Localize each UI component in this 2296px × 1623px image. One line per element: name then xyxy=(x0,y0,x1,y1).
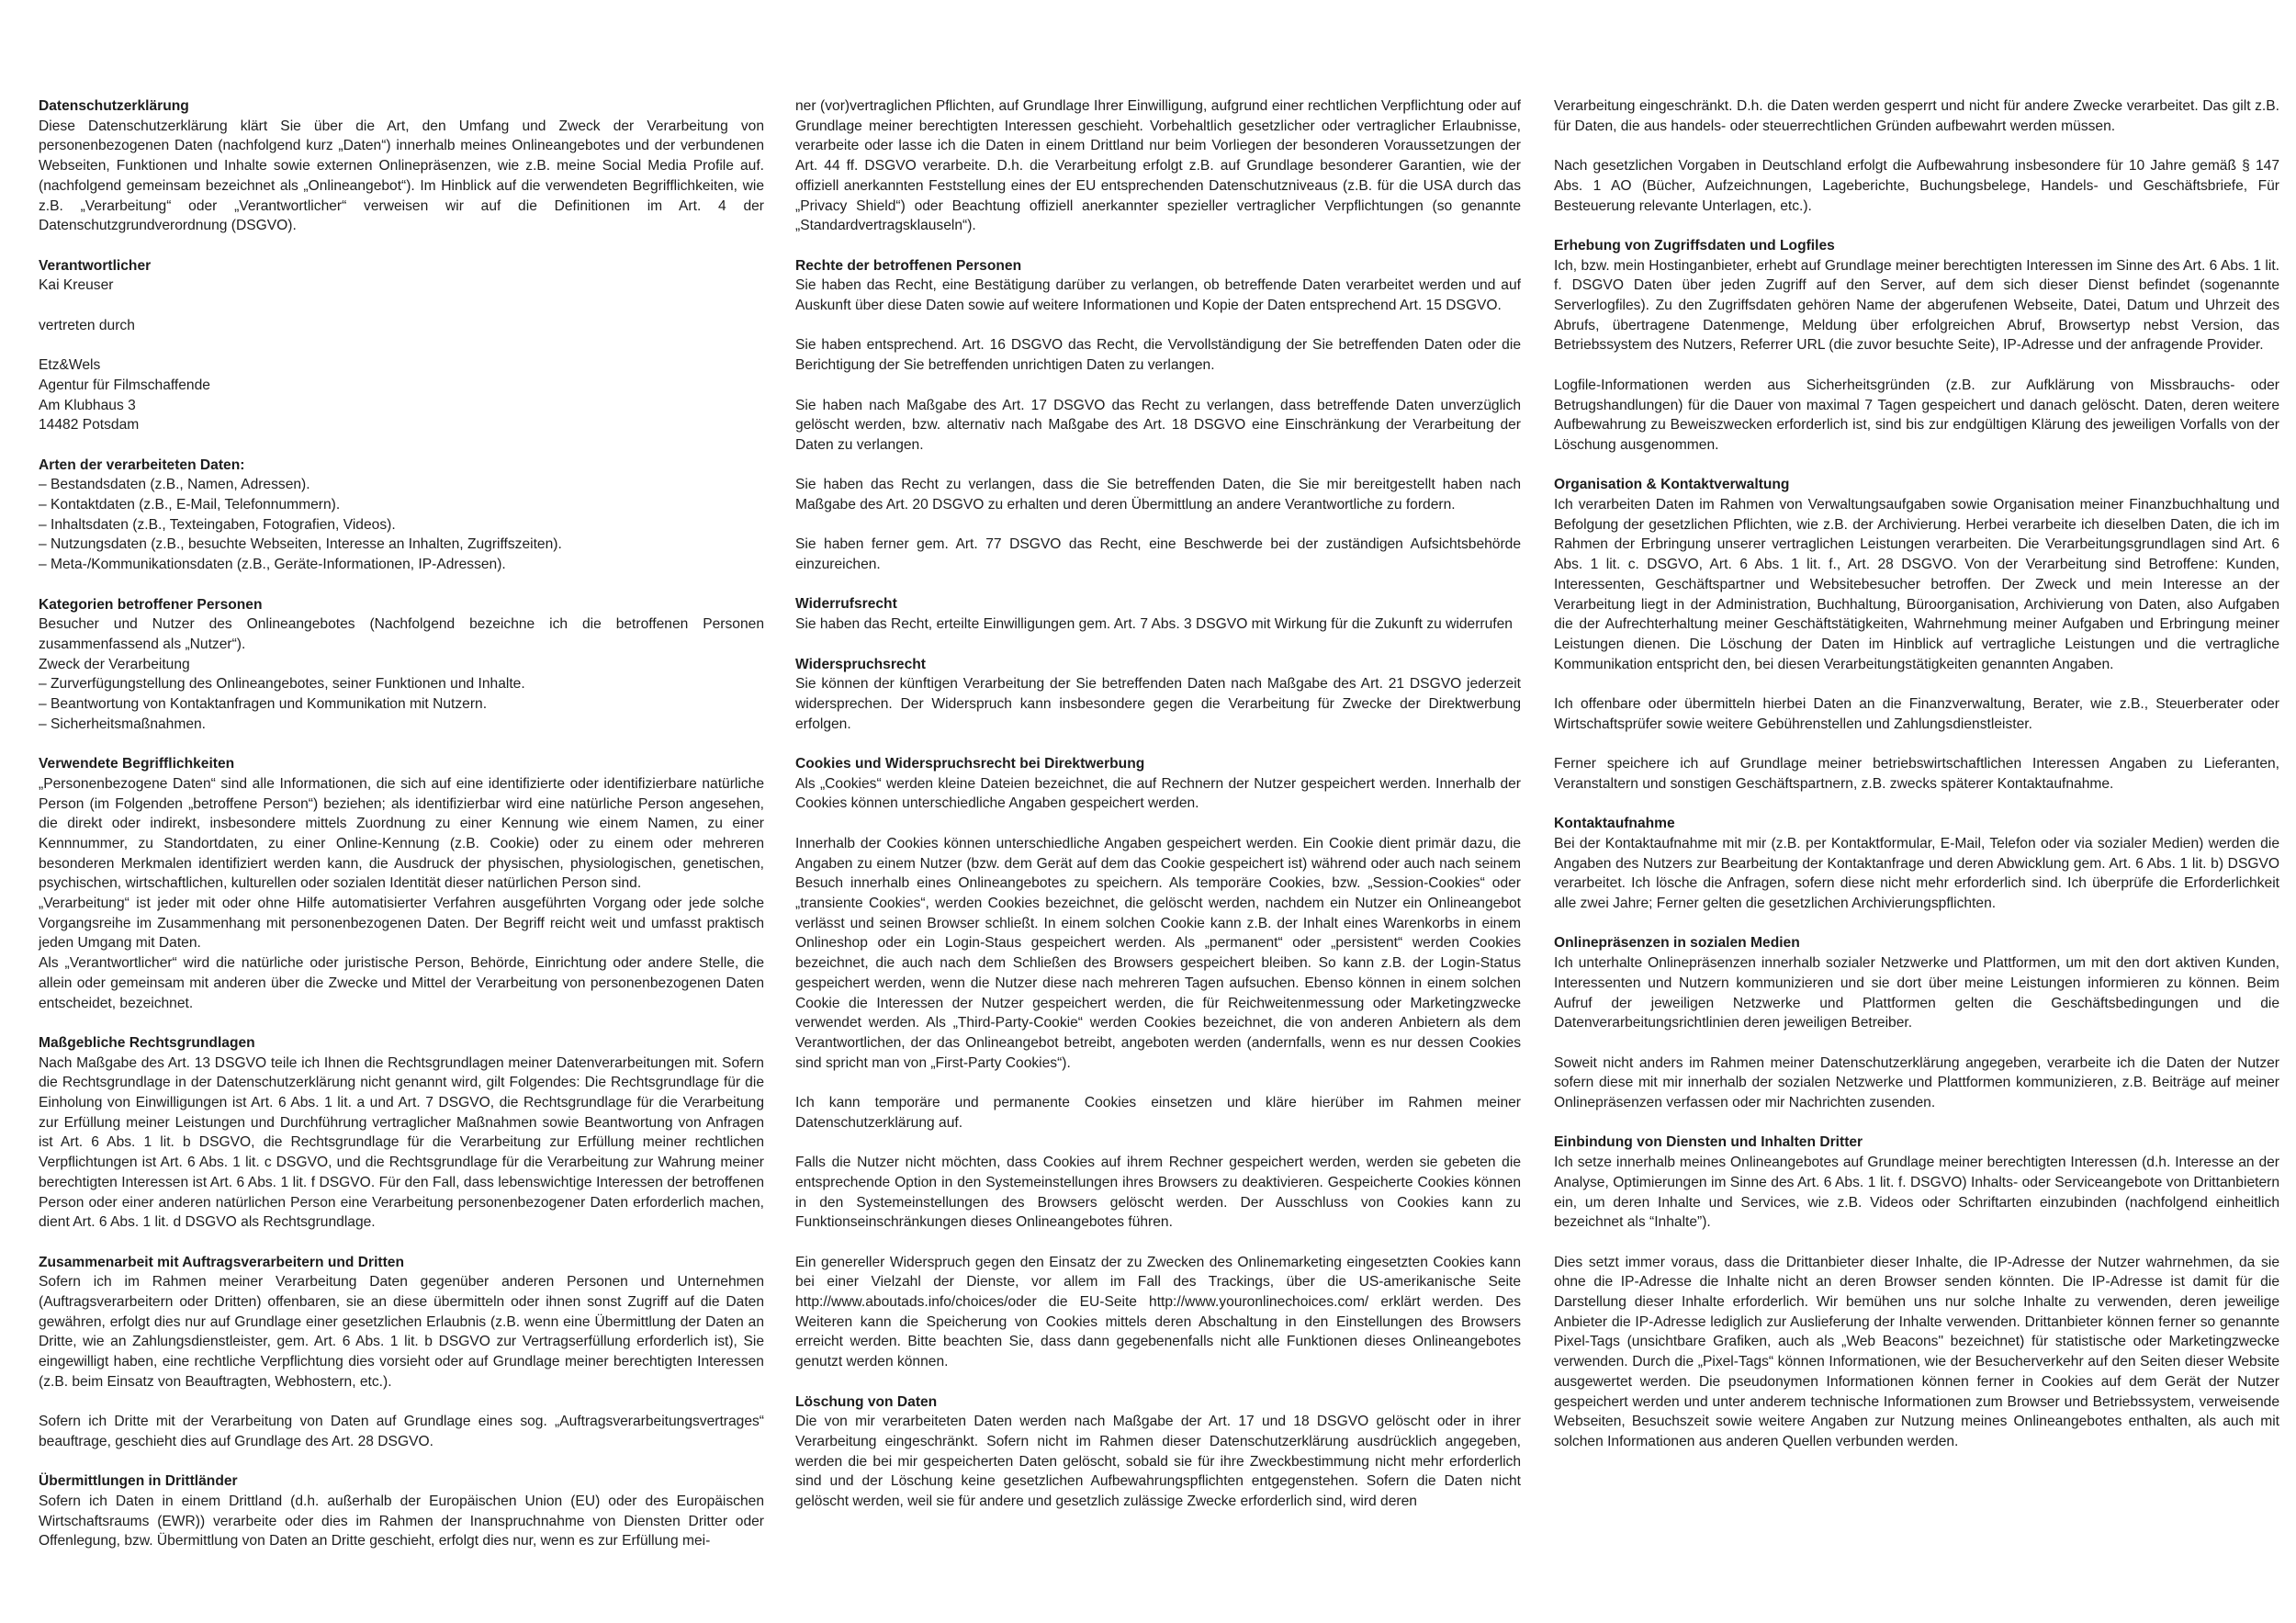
heading-contact: Kontaktaufnahme xyxy=(1554,816,1675,832)
embedding-paragraph: Dies setzt immer voraus, dass die Drittanbieter dieser Inhalte, die IP-Adresse der Nutzer wahrnehmen, da sie ohne die IP-Adresse die Inhalte nicht an deren Browser senden könnten. Die IP-Adresse ist damit für die Darstellung dieser Inhalte erforderlich. Wir bemühen uns nur solche Inhalte zu verwenden, deren jeweilige Anbieter die IP-Adresse lediglich zur Auslieferung der Inhalte verwenden. Drittanbieter können ferner so genannte Pixel-Tags (unsichtbare Grafiken, auch als „Web Beacons" bezeichnet) für statistische oder Marketingzwecke verwenden. Durch die „Pixel-Tags“ können Informationen, wie der Besucherverkehr auf den Seiten dieser Website ausgewertet werden. Die pseudonymen Informationen können ferner in Cookies auf dem Gerät der Nutzer gespeichert werden und unter anderem technische Informationen zum Browser und Betriebssystem, verweisende Webseiten, Besuchszeit sowie weitere Angaben zur Nutzung meines Onlineangebotes enthalten, als auch mit solchen Informationen aus anderen Quellen verbunden werden. xyxy=(1554,1254,2279,1449)
heading-processors: Zusammenarbeit mit Auftragsverarbeitern und Dritten xyxy=(39,1254,405,1270)
list-item: – Zurverfügungstellung des Onlineangebotes, seiner Funktionen und Inhalte. xyxy=(39,676,525,693)
organisation-paragraph: Ferner speichere ich auf Grundlage meiner betriebswirtschaftlichen Interessen Angaben zu Lieferanten, Veranstaltern und sonstigen Geschäftspartnern, z.B. zwecks späterer Kontaktaufnahme. xyxy=(1554,756,2279,792)
heading-social-media: Onlinepräsenzen in sozialen Medien xyxy=(1554,935,1800,952)
heading-legal-basis: Maßgebliche Rechtsgrundlagen xyxy=(39,1034,255,1051)
section-organisation xyxy=(1554,475,2279,794)
purpose-list xyxy=(39,674,764,734)
section-categories xyxy=(39,595,764,735)
terms-paragraph: „Personenbezogene Daten“ sind alle Informationen, die sich auf eine identifizierte oder identifizierbare natürliche Person (im Folgenden „betroffene Person“) beziehen; als identifizierbar wird eine natürliche Person angesehen, die direkt oder indirekt, insbesondere mittels Zuordnung zu einer Kennung wie einem Namen, zu einer Kennnummer, zu Standortdaten, zu einer Online-Kennung (z.B. Cookie) oder zu einem oder mehreren besonderen Merkmalen identifiziert werden kann, die Ausdruck der physischen, physiologischen, genetischen, psychischen, wirtschaftlichen, kulturellen oder sozialen Identität dieser natürlichen Person sind. xyxy=(39,775,764,892)
section-deletion-continued xyxy=(1554,96,2279,216)
social-paragraph: Soweit nicht anders im Rahmen meiner Datenschutzerklärung angegeben, verarbeite ich die Daten der Nutzer sofern diese mit mir innerhalb der sozialen Netzwerke und Plattformen kommunizieren, z.B. Beiträge auf meiner Onlinepräsenzen verfassen oder mir Nachrichten zusenden. xyxy=(1554,1054,2279,1111)
retention-text: Nach gesetzlichen Vorgaben in Deutschland erfolgt die Aufbewahrung insbesondere für 10 Jahre gemäß § 147 Abs. 1 AO (Bücher, Aufzeichnungen, Lageberichte, Buchungsbelege, Handels- und Geschäftsbriefe, Für Besteuerung relevante Unterlagen, etc.). xyxy=(1554,158,2279,214)
processors-paragraph: Sofern ich im Rahmen meiner Verarbeitung Daten gegenüber anderen Personen und Unternehmen (Auftragsverarbeitern oder Dritten) offenbaren, sie an diese übermitteln oder ihnen sonst Zugriff auf die Daten gewähren, erfolgt dies nur auf Grundlage einer gesetzlichen Erlaubnis (z.B. wenn eine Übermittlung der Daten an Dritte, wie an Zahlungsdienstleister, gem. Art. 6 Abs. 1 lit. b DSGVO zur Vertragserfüllung erforderlich ist), Sie eingewilligt haben, eine rechtliche Verpflichtung dies vorsieht oder auf Grundlage meiner berechtigten Interessen (z.B. beim Einsatz von Beauftragten, Webhostern, etc.). xyxy=(39,1274,764,1390)
section-controller xyxy=(39,256,764,435)
contact-text: Bei der Kontaktaufnahme mit mir (z.B. per Kontaktformular, E-Mail, Telefon oder via sozialer Medien) werden die Angaben des Nutzers zur Bearbeitung der Kontaktanfrage und deren Abwicklung gem. Art. 6 Abs. 1 lit. b) DSGVO verarbeitet. Ich lösche die Anfragen, sofern diese nicht mehr erforderlich sind. Ich überprüfe die Erforderlichkeit alle zwei Jahre; Ferner gelten die gesetzlichen Archivierungspflichten. xyxy=(1554,835,2279,912)
rights-paragraph: Sie haben ferner gem. Art. 77 DSGVO das Recht, eine Beschwerde bei der zuständigen Aufsichtsbehörde einzureichen. xyxy=(795,536,1521,573)
heading-terms: Verwendete Begrifflichkeiten xyxy=(39,756,235,772)
logfiles-paragraph: Logfile-Informationen werden aus Sicherheitsgründen (z.B. zur Aufklärung von Missbrauchs- oder Betrugshandlungen) für die Dauer von maximal 7 Tagen gespeichert und danach gelöscht. Daten, deren weitere Aufbewahrung zu Beweiszwecken erforderlich ist, sind bis zur endgültigen Klärung des jeweiligen Vorfalls von der Löschung ausgenommen. xyxy=(1554,377,2279,453)
section-contact xyxy=(1554,814,2279,914)
rights-paragraph: Sie haben nach Maßgabe des Art. 17 DSGVO das Recht zu verlangen, dass betreffende Daten unverzüglich gelöscht werden, bzw. alternativ nach Maßgabe des Art. 18 DSGVO eine Einschränkung der Verarbeitung der Daten zu verlangen. xyxy=(795,397,1521,453)
section-third-countries-continued xyxy=(795,96,1521,236)
cookies-paragraph: Als „Cookies“ werden kleine Dateien bezeichnet, die auf Rechnern der Nutzer gespeichert werden. Innerhalb der Cookies können unterschiedliche Angaben gespeichert werden. xyxy=(795,775,1521,812)
heading-data-types: Arten der verarbeiteten Daten: xyxy=(39,456,245,473)
section-intro xyxy=(39,96,764,236)
cookies-paragraph: Ich kann temporäre und permanente Cookies einsetzen und kläre hierüber im Rahmen meiner Datenschutzerklärung auf. xyxy=(795,1095,1521,1131)
represented-by: vertreten durch xyxy=(39,317,135,333)
third-countries-text-continued: ner (vor)vertraglichen Pflichten, auf Grundlage Ihrer Einwilligung, aufgrund einer rechtlichen Verpflichtung oder auf Grundlage meiner berechtigten Interessen geschieht. Vorbehaltlich gesetzlicher oder vertraglicher Erlaubnisse, verarbeite oder lasse ich die Daten in einem Drittland nur beim Vorliegen der besonderen Voraussetzungen der Art. 44 ff. DSGVO verarbeite. D.h. die Verarbeitung erfolgt z.B. auf Grundlage besonderer Garantien, wie der offiziell anerkannten Feststellung eines der EU entsprechenden Datenschutzniveaus (z.B. für die USA durch das „Privacy Shield“) oder Beachtung offiziell anerkannter spezieller vertraglicher Verpflichtungen (so genannte „Standardvertragsklauseln“). xyxy=(795,98,1521,234)
heading-embedding: Einbindung von Diensten und Inhalten Dritter xyxy=(1554,1134,1863,1151)
column-2 xyxy=(795,96,1521,1531)
section-logfiles xyxy=(1554,236,2279,456)
cookies-paragraph: Innerhalb der Cookies können unterschiedliche Angaben gespeichert werden. Ein Cookie dient primär dazu, die Angaben zu einem Nutzer (bzw. dem Gerät auf dem das Cookie gespeichert ist) während oder auch nach seinem Besuch innerhalb eines Onlineangebotes zu speichern. Als temporäre Cookies, bzw. „Session-Cookies“ oder „transiente Cookies“, werden Cookies bezeichnet, die gelöscht werden, nachdem ein Nutzer ein Onlineangebot verlässt und seinen Browser schließt. In einem solchen Cookie kann z.B. der Inhalt eines Warenkorbs in einem Onlineshop oder ein Login-Staus gespeichert werden. Als „permanent“ oder „persistent“ werden Cookies bezeichnet, die auch nach dem Schließen des Browsers gespeichert bleiben. So kann z.B. der Login-Status gespeichert werden, wenn die Nutzer diese nach mehreren Tagen aufsuchen. Ebenso können in einem solchen Cookie die Interessen der Nutzer gespeichert werden, die für Reichweitenmessung oder Marketingzwecke verwendet werden. Als „Third-Party-Cookie“ werden Cookies bezeichnet, die von anderen Anbietern als dem Verantwortlichen, der das Onlineangebot betreibt, angeboten werden (andernfalls, wenn es nur dessen Cookies sind spricht man von „First-Party Cookies“). xyxy=(795,835,1521,1071)
column-3 xyxy=(1554,96,2279,1471)
section-legal-basis xyxy=(39,1033,764,1233)
rights-paragraph: Sie haben das Recht zu verlangen, dass die Sie betreffenden Daten, die Sie mir bereitgestellt haben nach Maßgabe des Art. 20 DSGVO zu erhalten und deren Übermittlung an andere Verantwortliche zu fordern. xyxy=(795,477,1521,513)
heading-objection: Widerspruchsrecht xyxy=(795,656,926,672)
rights-paragraph: Sie haben das Recht, eine Bestätigung darüber zu verlangen, ob betreffende Daten verarbeitet werden und auf Auskunft über diese Daten sowie auf weitere Informationen und Kopie der Daten entsprechend Art. 15 DSGVO. xyxy=(795,277,1521,314)
list-item: – Kontaktdaten (z.B., E-Mail, Telefonnummern). xyxy=(39,497,341,513)
heading-rights: Rechte der betroffenen Personen xyxy=(795,257,1022,274)
controller-name: Kai Kreuser xyxy=(39,277,114,294)
company-city: 14482 Potsdam xyxy=(39,417,140,434)
logfiles-paragraph: Ich, bzw. mein Hostinganbieter, erhebt auf Grundlage meiner berechtigten Interessen im Sinne des Art. 6 Abs. 1 lit. f. DSGVO Daten über jeden Zugriff auf den Server, auf dem sich dieser Dienst befindet (sogenannte Serverlogfiles). Zu den Zugriffsdaten gehören Name der abgerufenen Webseite, Datei, Datum und Uhrzeit des Abrufs, übertragene Datenmenge, Meldung über erfolgreichen Abruf, Browsertyp nebst Version, das Betriebssystem des Nutzers, Referrer URL (die zuvor besuchte Seite), IP-Adresse und der anfragende Provider. xyxy=(1554,257,2279,354)
organisation-paragraph: Ich verarbeiten Daten im Rahmen von Verwaltungsaufgaben sowie Organisation meiner Finanzbuchhaltung und Befolgung der gesetzlichen Pflichten, wie z.B. der Archivierung. Herbei verarbeite ich dieselben Daten, die ich im Rahmen der Erbringung unserer vertraglichen Leistungen verarbeiten. Die Verarbeitungsgrundlagen sind Art. 6 Abs. 1 lit. c. DSGVO, Art. 6 Abs. 1 lit. f., Art. 28 DSGVO. Von der Verarbeitung sind Betroffene: Kunden, Interessenten, Geschäftspartner und Websitebesucher betroffen. Der Zweck und mein Interesse an der Verarbeitung liegt in der Administration, Buchhaltung, Büroorganisation, Archivierung von Daten, also Aufgaben die der Aufrechterhaltung meiner Geschäftstätigkeiten, Wahrnehmung meiner Aufgaben und Erbringung meiner Leistungen dienen. Die Löschung der Daten im Hinblick auf vertragliche Leistungen und die vertragliche Kommunikation entspricht den, bei diesen Verarbeitungstätigkeiten genannten Angaben. xyxy=(1554,497,2279,672)
deletion-text-continued: Verarbeitung eingeschränkt. D.h. die Daten werden gesperrt und nicht für andere Zwecke verarbeitet. Das gilt z.B. für Daten, die aus handels- oder steuerrechtlichen Gründen aufbewahrt werden müssen. xyxy=(1554,98,2279,134)
intro-text: Diese Datenschutzerklärung klärt Sie über die Art, den Umfang und Zweck der Verarbeitung von personenbezogenen Daten (nachfolgend kurz „Daten“) innerhalb meines Onlineangebotes und der verbundenen Webseiten, Funktionen und Inhalte sowie externen Onlinepräsenzen, wie z.B. meine Social Media Profile auf. (nachfolgend gemeinsam bezeichnet als „Onlineangebot“). Im Hinblick auf die verwendeten Begrifflichkeiten, wie z.B. „Verarbeitung“ oder „Verantwortlicher“ verweisen wir auf die Definitionen im Art. 4 der Datenschutzgrundverordnung (DSGVO). xyxy=(39,118,764,234)
heading-logfiles: Erhebung von Zugriffsdaten und Logfiles xyxy=(1554,237,1835,254)
section-data-types xyxy=(39,456,764,575)
list-item: – Nutzungsdaten (z.B., besuchte Webseiten, Interesse an Inhalten, Zugriffszeiten). xyxy=(39,536,562,553)
list-item: – Meta-/Kommunikationsdaten (z.B., Geräte-Informationen, IP-Adressen). xyxy=(39,557,506,573)
heading-cookies: Cookies und Widerspruchsrecht bei Direktwerbung xyxy=(795,756,1145,772)
terms-paragraph: Als „Verantwortlicher“ wird die natürliche oder juristische Person, Behörde, Einrichtung oder andere Stelle, die allein oder gemeinsam mit anderen über die Zwecke und Mittel der Verarbeitung von personenbezogenen Daten entscheidet, bezeichnet. xyxy=(39,955,764,1011)
organisation-paragraph: Ich offenbare oder übermitteln hierbei Daten an die Finanzverwaltung, Berater, wie z.B., Steuerberater oder Wirtschaftsprüfer sowie weitere Gebührenstellen und Zahlungsdienstleister. xyxy=(1554,696,2279,732)
processors-paragraph: Sofern ich Dritte mit der Verarbeitung von Daten auf Grundlage eines sog. „Auftragsverarbeitungsvertrages“ beauftrage, geschieht dies auf Grundlage des Art. 28 DSGVO. xyxy=(39,1414,764,1449)
section-processors xyxy=(39,1253,764,1452)
section-objection xyxy=(795,655,1521,735)
withdrawal-text: Sie haben das Recht, erteilte Einwilligungen gem. Art. 7 Abs. 3 DSGVO mit Wirkung für die Zukunft zu widerrufen xyxy=(795,616,1513,633)
heading-categories: Kategorien betroffener Personen xyxy=(39,596,263,613)
company-description: Agentur für Filmschaffende xyxy=(39,377,210,393)
section-rights xyxy=(795,256,1521,575)
heading-controller: Verantwortlicher xyxy=(39,257,152,274)
cookies-paragraph: Ein genereller Widerspruch gegen den Einsatz der zu Zwecken des Onlinemarketing eingesetzten Cookies kann bei einer Vielzahl der Dienste, vor allem im Fall des Trackings, über die US-amerikanische Seite http://www.aboutads.info/choices/oder die EU-Seite http://www.youronlinechoices.com/ erklärt werden. Des Weiteren kann die Speicherung von Cookies mittels deren Abschaltung in den Einstellungen des Browsers erreicht werden. Bitte beachten Sie, dass dann gegebenenfalls nicht alle Funktionen dieses Onlineangebotes genutzt werden können. xyxy=(795,1254,1521,1370)
social-paragraph: Ich unterhalte Onlinepräsenzen innerhalb sozialer Netzwerke und Plattformen, um mit den dort aktiven Kunden, Interessenten und Nutzern kommunizieren und sie dort über meine Leistungen informieren zu können. Beim Aufruf der jeweiligen Netzwerke und Plattformen gelten die Geschäftsbedingungen und die Datenverarbeitungsrichtlinien deren jeweiligen Betreiber. xyxy=(1554,955,2279,1031)
section-withdrawal xyxy=(795,594,1521,634)
embedding-paragraph: Ich setze innerhalb meines Onlineangebotes auf Grundlage meiner berechtigten Interessen (d.h. Interesse an der Analyse, Optimierungen im Sinne des Art. 6 Abs. 1 lit. f. DSGVO) Inhalts- oder Serviceangebote von Drittanbietern ein, um deren Inhalte und Services, wie z.B. Videos oder Schriftarten einzubinden (nachfolgend einheitlich bezeichnet als “Inhalte”). xyxy=(1554,1155,2279,1231)
list-item: – Beantwortung von Kontaktanfragen und Kommunikation mit Nutzern. xyxy=(39,696,488,713)
column-1 xyxy=(39,96,764,1572)
deletion-text: Die von mir verarbeiteten Daten werden nach Maßgabe der Art. 17 und 18 DSGVO gelöscht oder in ihrer Verarbeitung eingeschränkt. Sofern nicht im Rahmen dieser Datenschutzerklärung ausdrücklich angegeben, werden die bei mir gespeicherten Daten gelöscht, sobald sie für ihre Zweckbestimmung nicht mehr erforderlich sind und der Löschung keine gesetzlichen Aufbewahrungspflichten entgegenstehen. Sofern die Daten nicht gelöscht werden, weil sie für andere und gesetzlich zulässige Zwecke erforderlich sind, wird deren xyxy=(795,1414,1521,1510)
heading-privacy-policy: Datenschutzerklärung xyxy=(39,98,189,114)
purpose-label: Zweck der Verarbeitung xyxy=(39,656,190,672)
list-item: – Sicherheitsmaßnahmen. xyxy=(39,716,207,732)
company-street: Am Klubhaus 3 xyxy=(39,397,136,413)
heading-deletion: Löschung von Daten xyxy=(795,1393,938,1410)
legal-text: Nach Maßgabe des Art. 13 DSGVO teile ich Ihnen die Rechtsgrundlagen meiner Datenverarbeitungen mit. Sofern die Rechtsgrundlage in der Datenschutzerklärung nicht genannt wird, gilt Folgendes: Die Rechtsgrundlage für die Einholung von Einwilligungen ist Art. 6 Abs. 1 lit. a und Art. 7 DSGVO, die Rechtsgrundlage für die Verarbeitung zur Erfüllung meiner Leistungen und Durchführung vertraglicher Maßnahmen sowie Beantwortung von Anfragen ist Art. 6 Abs. 1 lit. b DSGVO, die Rechtsgrundlage für die Verarbeitung zur Erfüllung meiner rechtlichen Verpflichtungen ist Art. 6 Abs. 1 lit. c DSGVO, und die Rechtsgrundlage für die Verarbeitung zur Wahrung meiner berechtigten Interessen ist Art. 6 Abs. 1 lit. f DSGVO. Für den Fall, dass lebenswichtige Interessen der betroffenen Person oder einer anderen natürlichen Person eine Verarbeitung personenbezogener Daten erforderlich machen, dient Art. 6 Abs. 1 lit. d DSGVO als Rechtsgrundlage. xyxy=(39,1054,764,1231)
rights-paragraph: Sie haben entsprechend. Art. 16 DSGVO das Recht, die Vervollständigung der Sie betreffenden Daten oder die Berichtigung der Sie betreffenden unrichtigen Daten zu verlangen. xyxy=(795,337,1521,374)
terms-paragraph: „Verarbeitung“ ist jeder mit oder ohne Hilfe automatisierter Verfahren ausgeführten Vorgang oder jede solche Vorgangsreihe im Zusammenhang mit personenbezogenen Daten. Der Begriff reicht weit und umfasst praktisch jeden Umgang mit Daten. xyxy=(39,896,764,952)
list-item: – Inhaltsdaten (z.B., Texteingaben, Fotografien, Videos). xyxy=(39,516,396,533)
heading-third-countries: Übermittlungen in Drittländer xyxy=(39,1473,238,1490)
data-types-list xyxy=(39,475,764,575)
section-embedding xyxy=(1554,1133,2279,1451)
third-countries-text: Sofern ich Daten in einem Drittland (d.h. außerhalb der Europäischen Union (EU) oder des Europäischen Wirtschaftsraums (EWR)) verarbeite oder dies im Rahmen der Inanspruchnahme von Diensten Dritter oder Offenlegung, bzw. Übermittlung von Daten an Dritte geschieht, erfolgt dies nur, wenn es zur Erfüllung mei- xyxy=(39,1493,764,1550)
section-deletion xyxy=(795,1392,1521,1512)
heading-organisation: Organisation & Kontaktverwaltung xyxy=(1554,477,1790,493)
section-cookies xyxy=(795,754,1521,1372)
section-social-media xyxy=(1554,933,2279,1112)
company-name: Etz&Wels xyxy=(39,357,101,374)
section-third-countries xyxy=(39,1471,764,1551)
cookies-paragraph: Falls die Nutzer nicht möchten, dass Cookies auf ihrem Rechner gespeichert werden, werden sie gebeten die entsprechende Option in den Systemeinstellungen ihres Browsers zu deaktivieren. Gespeicherte Cookies können in den Systemeinstellungen des Browsers gelöscht werden. Der Ausschluss von Cookies kann zu Funktionseinschränkungen dieses Onlineangebotes führen. xyxy=(795,1155,1521,1231)
objection-text: Sie können der künftigen Verarbeitung der Sie betreffenden Daten nach Maßgabe des Art. 21 DSGVO jederzeit widersprechen. Der Widerspruch kann insbesondere gegen die Verarbeitung für Zwecke der Direktwerbung erfolgen. xyxy=(795,676,1521,732)
list-item: – Bestandsdaten (z.B., Namen, Adressen). xyxy=(39,477,310,493)
heading-withdrawal: Widerrufsrecht xyxy=(795,596,897,613)
section-terms xyxy=(39,754,764,1013)
categories-text: Besucher und Nutzer des Onlineangebotes (Nachfolgend bezeichne ich die betroffenen Personen zusammenfassend als „Nutzer“). xyxy=(39,616,764,652)
